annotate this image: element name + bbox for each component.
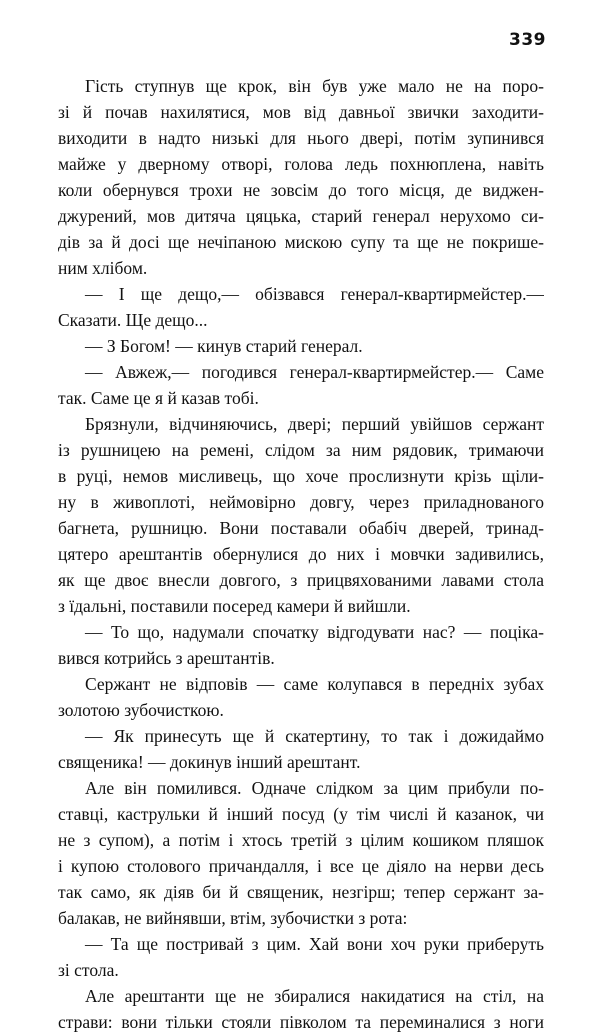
body-text bbox=[58, 73, 544, 1035]
text-line: як ще двоє внесли довгого, з прицвяхованими лавами стола bbox=[58, 570, 544, 590]
text-line: — То що, надумали спочатку відгодувати нас? — поціка- bbox=[85, 622, 544, 642]
text-line: — Авжеж,— погодився генерал-квартирмейстер.— Саме bbox=[85, 362, 544, 382]
text-line: зі стола. bbox=[58, 960, 119, 980]
text-line: Але арештанти ще не збиралися накидатися на стіл, на bbox=[85, 986, 544, 1006]
text-line: багнета, рушницю. Вони поставали обабіч дверей, тринад- bbox=[58, 518, 544, 538]
text-line: священика! — докинув інший арештант. bbox=[58, 752, 361, 772]
text-line: — З Богом! — кинув старий генерал. bbox=[85, 336, 363, 356]
text-line: Гість ступнув ще крок, він був уже мало не на поро- bbox=[85, 76, 544, 96]
text-line: майже у дверному отворі, голова ледь похнюплена, навіть bbox=[58, 154, 544, 174]
text-line: ним хлібом. bbox=[58, 258, 148, 278]
text-line: так. Саме це я й казав тобі. bbox=[58, 388, 259, 408]
text-line: цятеро арештантів обернулися до них і мовчки задивились, bbox=[58, 544, 544, 564]
text-line: так само, як діяв би й священик, незгірш; тепер сержант за- bbox=[58, 882, 544, 902]
text-line: виходити в надто низькі для нього двері, потім зупинився bbox=[58, 128, 544, 148]
text-line: з їдальні, поставили посеред камери й вийшли. bbox=[58, 596, 411, 616]
text-line: вився котрийсь з арештантів. bbox=[58, 648, 275, 668]
text-line: із рушницею на ремені, слідом за ним рядовик, тримаючи bbox=[58, 440, 544, 460]
text-line: не з супом), а потім і хтось третій з цілим кошиком пляшок bbox=[58, 830, 544, 850]
text-line: коли обернувся трохи не зовсім до того місця, де виджен- bbox=[58, 180, 544, 200]
text-line: — І ще дещо,— обізвався генерал-квартирмейстер.— bbox=[85, 284, 544, 304]
text-line: страви: вони тільки стояли півколом та переминалися з ноги bbox=[58, 1012, 544, 1032]
text-line: джурений, мов дитяча цяцька, старий генерал нерухомо си- bbox=[58, 206, 544, 226]
text-line: золотою зубочисткою. bbox=[58, 700, 224, 720]
text-line: балакав, не вийнявши, втім, зубочистки з рота: bbox=[58, 908, 408, 928]
text-line: Сказати. Ще дещо... bbox=[58, 310, 208, 330]
text-line: і купою столового причандалля, і все це діяло на нерви десь bbox=[58, 856, 544, 876]
page-number: 339 bbox=[509, 30, 546, 50]
text-line: — Як принесуть ще й скатертину, то так і дожидаймо bbox=[85, 726, 544, 746]
text-line: дів за й досі ще нечіпаною мискою супу та ще не покрише- bbox=[58, 232, 544, 252]
text-line: — Та ще постривай з цим. Хай вони хоч руки приберуть bbox=[85, 934, 544, 954]
text-line: зі й почав нахилятися, мов від давньої звички заходити- bbox=[58, 102, 544, 122]
text-line: ставці, каструльки й інший посуд (у тім числі й казанок, чи bbox=[58, 804, 544, 824]
text-line: ну в живоплоті, неймовірно довгу, через приладнованого bbox=[58, 492, 544, 512]
text-line: Але він помилився. Одначе слідком за цим прибули по- bbox=[85, 778, 544, 798]
text-line: Сержант не відповів — саме колупався в передніх зубах bbox=[85, 674, 544, 694]
text-line: в руці, немов мисливець, що хоче прослизнути крізь щіли- bbox=[58, 466, 544, 486]
text-line: Брязнули, відчиняючись, двері; перший увійшов сержант bbox=[85, 414, 544, 434]
